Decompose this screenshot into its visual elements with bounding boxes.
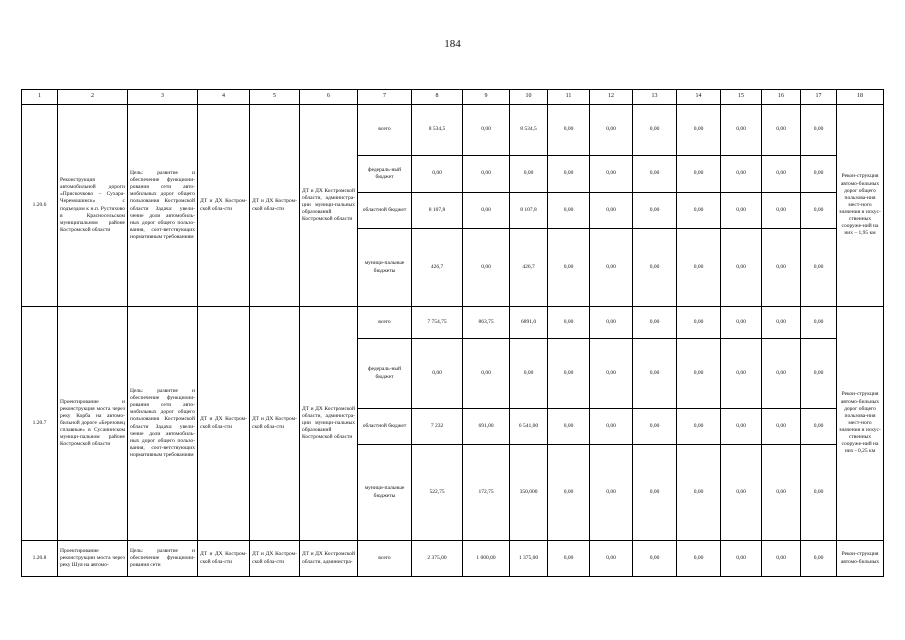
value-cell: 0,00 [801,193,837,229]
value-cell: 0,00 [590,156,633,193]
executor-cell: ДТ и ДХ Костром-ской обла-сти [250,541,300,577]
value-cell: 0,00 [548,445,590,541]
value-cell: 426,7 [510,229,548,307]
value-cell: 0,00 [762,445,801,541]
executor-cell: ДТ и ДХ Костром-ской обла-сти [198,307,250,541]
value-cell: 0,00 [548,409,590,445]
goal-cell: Цель: развитие и обеспечение функциони-рования сети [128,541,198,577]
table-row [22,105,884,156]
header-cell: 6 [300,90,358,105]
header-row [22,90,884,105]
value-cell: 0,00 [801,445,837,541]
value-cell: 0,00 [801,156,837,193]
value-cell: 522,75 [412,445,463,541]
value-cell: 0,00 [633,541,677,577]
value-cell: 0,00 [633,156,677,193]
value-cell: 0,00 [463,339,510,409]
value-cell: 0,00 [762,409,801,445]
value-cell: 0,00 [762,105,801,156]
value-cell: 0,00 [633,339,677,409]
table-row [22,541,884,577]
value-cell: 0,00 [762,156,801,193]
program-table [21,89,884,577]
project-name: Реконструкция автомобильной дороги «Прискочково – Сухара-Черемошинск» с подъездом к н.п. Рустихово в Красносельском муниципальном районе Костромской области [58,105,128,307]
value-cell: 0,00 [590,105,633,156]
header-cell: 13 [633,90,677,105]
value-cell: 8 107,8 [510,193,548,229]
value-cell: 0,00 [548,105,590,156]
header-cell: 3 [128,90,198,105]
value-cell: 0,00 [590,307,633,339]
value-cell: 0,00 [590,193,633,229]
value-cell: 0,00 [762,339,801,409]
value-cell: 0,00 [590,339,633,409]
value-cell: 0,00 [548,229,590,307]
value-cell: 0,00 [721,229,762,307]
value-cell: 7 754,75 [412,307,463,339]
project-name: Проектирование и реконструкция моста через реку Корба на автомо-бильной дороге «Березовец сплавные» в Сусанинском муници-пальном районе Костромской области [58,307,128,541]
value-cell: 7 232 [412,409,463,445]
value-cell: 0,00 [677,105,721,156]
page-number: 184 [444,38,461,50]
header-cell: 10 [510,90,548,105]
value-cell: 0,00 [463,105,510,156]
value-cell: 0,00 [677,193,721,229]
value-cell: 172,75 [463,445,510,541]
value-cell: 0,00 [548,156,590,193]
value-cell: 0,00 [801,105,837,156]
header-cell: 11 [548,90,590,105]
value-cell: 0,00 [633,307,677,339]
funding-source: федераль-ный бюджет [358,156,412,193]
header-cell: 5 [250,90,300,105]
value-cell: 0,00 [801,307,837,339]
funding-source: областной бюджет [358,409,412,445]
value-cell: 6 541,00 [510,409,548,445]
value-cell: 0,00 [463,229,510,307]
header-cell: 1 [22,90,58,105]
header-cell: 8 [412,90,463,105]
value-cell: 6891,0 [510,307,548,339]
value-cell: 8 534,5 [412,105,463,156]
project-code: 1.20.8 [22,541,58,577]
goal-cell: Цель: развитие и обеспечение функциони-рования сети авто-мобильных дорог общего пользования Костромской области Задача: увели-чение доли автомобиль-ных дорог общего пользо-вания, соот-ветствующих нормативным требованиям [128,307,198,541]
value-cell: 0,00 [721,193,762,229]
goal-cell: Цель: развитие и обеспечение функциони-рования сети авто-мобильных дорог общего пользования Костромской области Задача: увели-чение доли автомобиль-ных дорог общего пользо-вания, соот-ветствующих нормативным требованиям [128,105,198,307]
executor-cell: ДТ и ДХ Костром-ской обла-сти [198,541,250,577]
project-name: Проектирование реконструкции моста через реку Шуя на автомо- [58,541,128,577]
value-cell: 8 534,5 [510,105,548,156]
value-cell: 0,00 [590,409,633,445]
executor-cell: ДТ и ДХ Костром-ской обла-сти [250,105,300,307]
value-cell: 0,00 [633,193,677,229]
value-cell: 691,00 [463,409,510,445]
value-cell: 0,00 [677,229,721,307]
value-cell: 0,00 [548,193,590,229]
value-cell: 0,00 [762,193,801,229]
value-cell: 0,00 [590,229,633,307]
value-cell: 0,00 [548,339,590,409]
result-cell: Рекон-струкция автомо-бильных дорог общего пользова-ния мест-ного значения и искус-ственных сооруже-ний на них – 1,95 км [837,105,884,307]
value-cell: 0,00 [412,339,463,409]
funding-source: всего [358,105,412,156]
value-cell: 0,00 [590,445,633,541]
project-code: 1.20.7 [22,307,58,541]
value-cell: 0,00 [633,445,677,541]
table-row [22,307,884,339]
value-cell: 0,00 [590,541,633,577]
header-cell: 7 [358,90,412,105]
header-cell: 15 [721,90,762,105]
result-cell: Рекон-струкция автомо-бильных [837,541,884,577]
value-cell: 0,00 [762,229,801,307]
header-cell: 16 [762,90,801,105]
executor-cell: ДТ и ДХ Костром-ской обла-сти [250,307,300,541]
value-cell: 0,00 [721,156,762,193]
value-cell: 0,00 [548,541,590,577]
value-cell: 0,00 [762,307,801,339]
value-cell: 0,00 [548,307,590,339]
value-cell: 863,75 [463,307,510,339]
value-cell: 0,00 [677,156,721,193]
value-cell: 0,00 [801,541,837,577]
value-cell: 0,00 [721,307,762,339]
executor-cell: ДТ и ДХ Костром-ской обла-сти [198,105,250,307]
value-cell: 0,00 [677,445,721,541]
value-cell: 0,00 [510,339,548,409]
value-cell: 1 375,00 [510,541,548,577]
value-cell: 0,00 [677,339,721,409]
value-cell: 1 000,00 [463,541,510,577]
value-cell: 0,00 [721,445,762,541]
header-cell: 2 [58,90,128,105]
value-cell: 2 375,00 [412,541,463,577]
value-cell: 0,00 [721,541,762,577]
value-cell: 0,00 [633,409,677,445]
value-cell: 0,00 [677,307,721,339]
coexecutor-cell: ДТ и ДХ Костромской области, администра-ции муници-пальных образований Костромской области [300,105,358,307]
funding-source: федераль-ный бюджет [358,339,412,409]
funding-source: муници-пальные бюджеты [358,445,412,541]
value-cell: 0,00 [412,156,463,193]
value-cell: 0,00 [633,229,677,307]
value-cell: 350,000 [510,445,548,541]
header-cell: 18 [837,90,884,105]
project-code: 1.20.6 [22,105,58,307]
value-cell: 0,00 [463,193,510,229]
header-cell: 17 [801,90,837,105]
header-cell: 12 [590,90,633,105]
value-cell: 0,00 [721,105,762,156]
header-cell: 14 [677,90,721,105]
funding-source: всего [358,541,412,577]
value-cell: 0,00 [677,409,721,445]
funding-source: областной бюджет [358,193,412,229]
funding-source: муници-пальные бюджеты [358,229,412,307]
header-cell: 9 [463,90,510,105]
value-cell: 8 107,8 [412,193,463,229]
value-cell: 0,00 [762,541,801,577]
value-cell: 0,00 [721,409,762,445]
value-cell: 426,7 [412,229,463,307]
value-cell: 0,00 [801,229,837,307]
header-cell: 4 [198,90,250,105]
coexecutor-cell: ДТ и ДХ Костромской области, администра-ции муници-пальных образований Костромской области [300,307,358,541]
value-cell: 0,00 [463,156,510,193]
coexecutor-cell: ДТ и ДХ Костромской области, администра- [300,541,358,577]
value-cell: 0,00 [510,156,548,193]
funding-source: всего [358,307,412,339]
value-cell: 0,00 [721,339,762,409]
value-cell: 0,00 [677,541,721,577]
value-cell: 0,00 [633,105,677,156]
result-cell: Рекон-струкция автомо-бильных дорог общего пользова-ния мест-ного значения и искус-ственных сооруже-ний на них - 0,25 км [837,307,884,541]
value-cell: 0,00 [801,339,837,409]
value-cell: 0,00 [801,409,837,445]
